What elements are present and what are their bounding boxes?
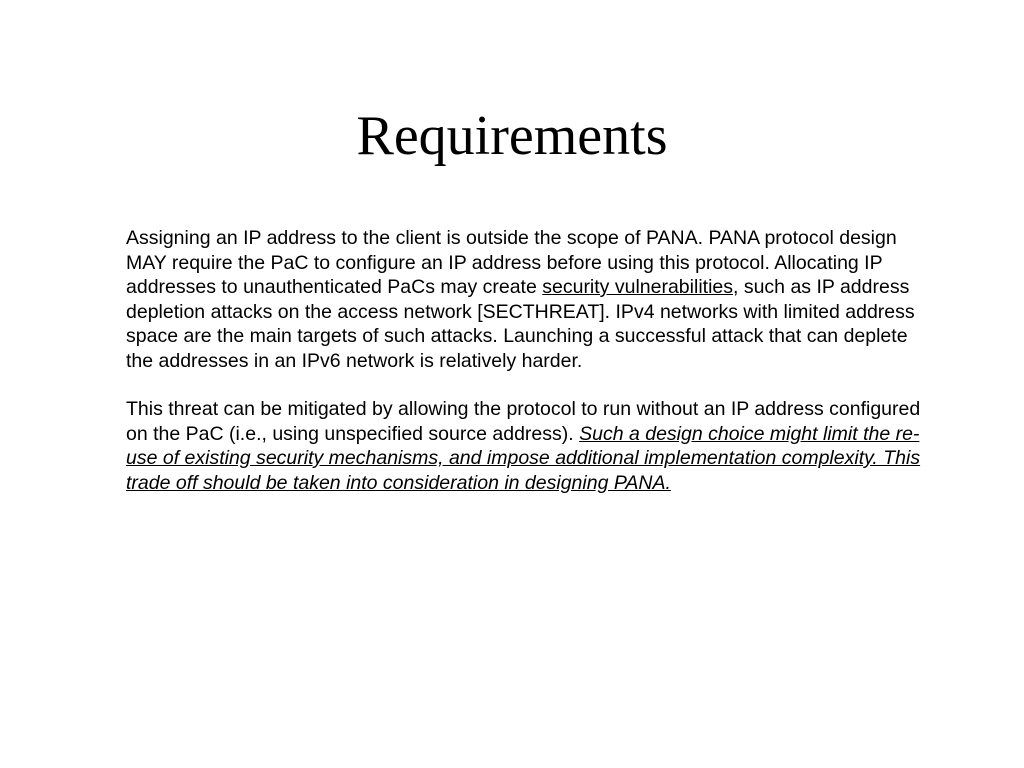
paragraph-ip-assignment [126,226,936,373]
security-vulnerabilities-link[interactable]: security vulnerabilities [542,276,733,298]
slide-body [126,226,936,519]
slide-title: Requirements [356,105,668,167]
paragraph-threat-mitigation [126,397,936,495]
paragraph-2-emphasis: Such a design choice might limit the re-use of existing security mechanisms, and impose additional implementation complexity. This trade off should be taken into consideration in designing PANA. [126,422,921,494]
paragraph-2-text-start: This threat can be mitigated by allowing the protocol to run without an IP address configured on the PaC (i.e., using unspecified source address). [126,398,921,445]
paragraph-1-text-end: , such as IP address depletion attacks on the access network [SECTHREAT]. IPv4 networks with limited address space are the main targets of such attacks. Launching a successful attack that can deplete the addresses in an IPv6 network is relatively harder. [126,276,915,372]
paragraph-1-text-start: Assigning an IP address to the client is outside the scope of PANA. PANA protocol design MAY require the PaC to configure an IP address before using this protocol. Allocating IP addresses to unauthenticated PaCs may create [126,227,897,298]
